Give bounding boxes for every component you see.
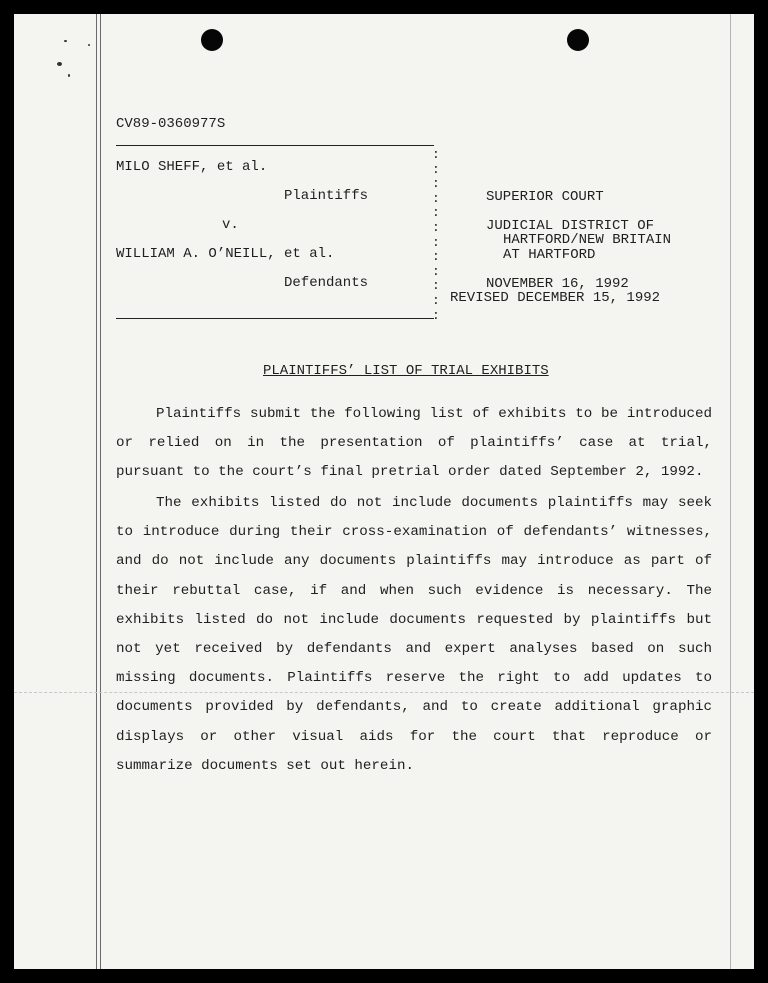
punch-hole-right (567, 29, 589, 51)
paragraph-1-text: Plaintiffs submit the following list of exhibits to be introduced or relied on in the presentation of plaintiffs’ case at trial, pursuant to the court’s final pretrial order dated September 2, 1992. (116, 406, 712, 481)
plaintiff-name: MILO SHEFF, et al. (116, 159, 268, 175)
district-line-2: HARTFORD/NEW BRITAIN (503, 232, 672, 248)
case-number: CV89-0360977S (116, 116, 226, 132)
paragraph-1 (116, 400, 712, 488)
versus: v. (222, 217, 239, 233)
defendant-name: WILLIAM A. O’NEILL, et al. (116, 246, 335, 262)
margin-rule-left-outer (96, 14, 97, 969)
paragraph-2-text: The exhibits listed do not include documents plaintiffs may seek to introduce during their cross-examination of defendants’ witnesses, and do not include any documents plaintiffs may introduce as part of their rebuttal case, if and when such evidence is necessary. The exhibits listed do not include documents requested by plaintiffs but not yet received by defendants and expert analyses based on such missing documents. Plaintiffs reserve the right to add updates to documents provided by defendants, and to create additional graphic displays or other visual aids for the court that reproduce or summarize documents set out herein. (116, 495, 712, 774)
filing-date: NOVEMBER 16, 1992 (486, 276, 629, 292)
margin-rule-left-inner (100, 14, 101, 969)
defendant-role: Defendants (284, 275, 369, 291)
court-name: SUPERIOR COURT (486, 189, 604, 205)
margin-rule-right (730, 14, 731, 969)
punch-hole-left (201, 29, 223, 51)
caption-top-rule (116, 145, 434, 146)
plaintiff-role: Plaintiffs (284, 188, 369, 204)
district-line-3: AT HARTFORD (503, 247, 596, 263)
document-page (14, 14, 754, 969)
document-title: PLAINTIFFS’ LIST OF TRIAL EXHIBITS (263, 363, 549, 379)
caption-bottom-rule (116, 318, 434, 319)
paragraph-2 (116, 489, 712, 781)
caption-colon-divider: : : : : : : : : : : : : (432, 147, 440, 323)
district-line-1: JUDICIAL DISTRICT OF (486, 218, 655, 234)
revised-date: REVISED DECEMBER 15, 1992 (450, 290, 661, 306)
